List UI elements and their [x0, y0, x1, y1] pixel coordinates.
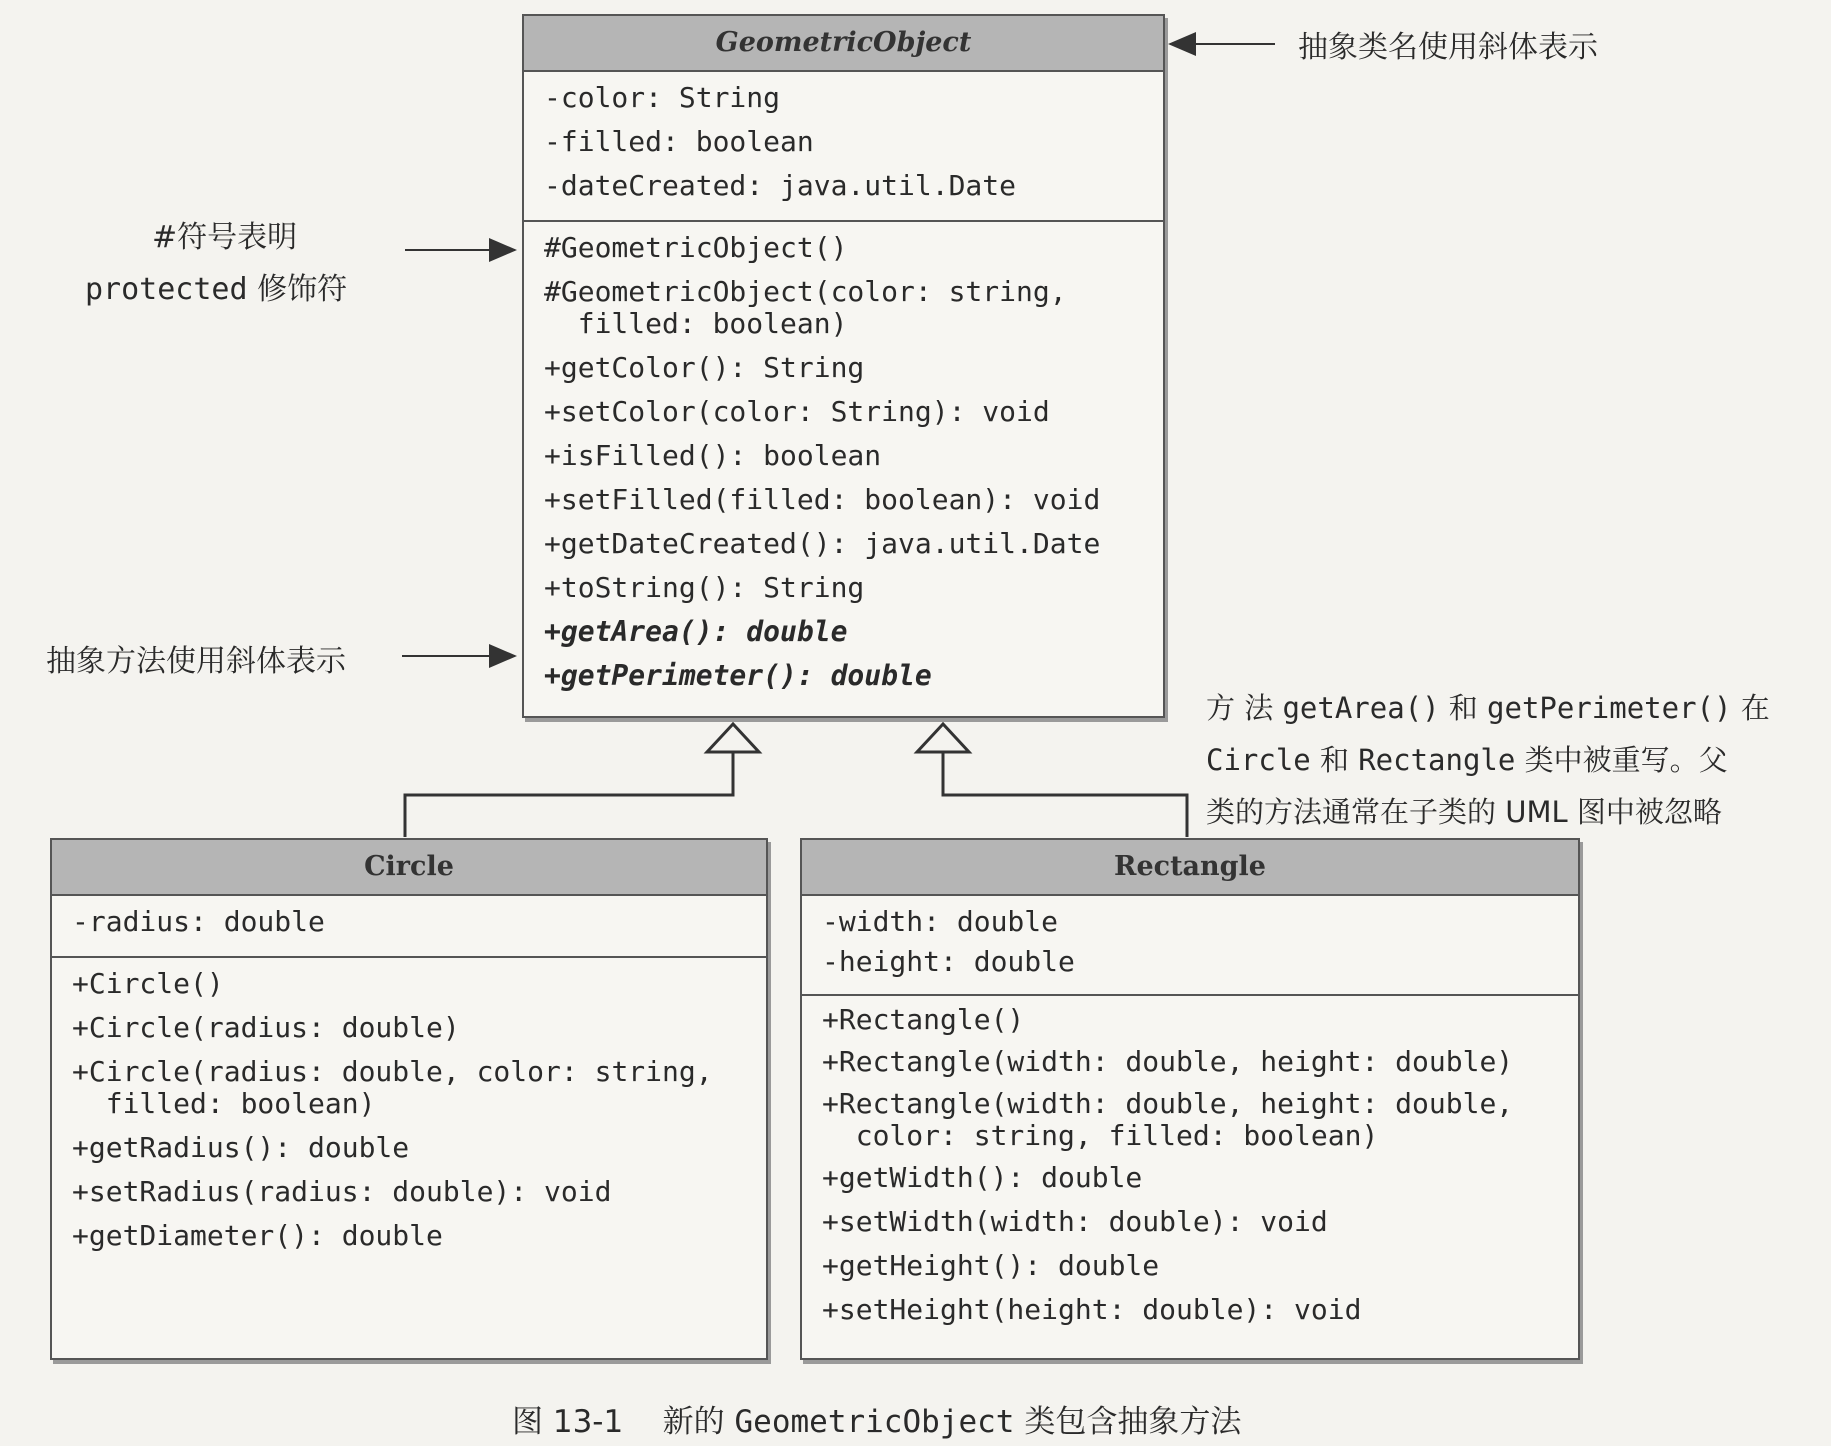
- field-width: -width: double: [822, 905, 1059, 938]
- field-color: -color: String: [544, 81, 781, 114]
- geometric-object-name: GeometricObject: [715, 27, 972, 58]
- method-circle-full-cont: filled: boolean): [72, 1087, 376, 1120]
- method-get-color: +getColor(): String: [544, 351, 865, 384]
- method-rectangle-default: +Rectangle(): [822, 1003, 1025, 1036]
- circle-header: [52, 840, 766, 896]
- method-is-filled: +isFilled(): boolean: [544, 439, 882, 472]
- circle-class: [50, 838, 768, 1360]
- annotation-hash-line1: #符号表明: [152, 220, 298, 255]
- circle-name: Circle: [364, 851, 454, 882]
- method-set-filled: +setFilled(filled: boolean): void: [544, 483, 1101, 516]
- method-circle-default: +Circle(): [72, 967, 224, 1000]
- method-constructor-args: #GeometricObject(color: string,: [544, 275, 1067, 308]
- circle-inheritance-line: [405, 752, 733, 837]
- method-set-color: +setColor(color: String): void: [544, 395, 1050, 428]
- caption-label: 图 13-1: [512, 1404, 624, 1440]
- rectangle-inheritance-line: [943, 752, 1187, 837]
- method-get-diameter: +getDiameter(): double: [72, 1219, 443, 1252]
- annotation-modifier-text: 修饰符: [257, 272, 348, 307]
- method-set-width: +setWidth(width: double): void: [822, 1205, 1328, 1238]
- annotation-hash-line2: [85, 264, 347, 308]
- method-get-perimeter-abstract: +getPerimeter(): double: [544, 659, 932, 692]
- geometric-object-methods: [524, 222, 1163, 706]
- method-to-string: +toString(): String: [544, 571, 865, 604]
- annotation-abstract-class: 抽象类名使用斜体表示: [1298, 30, 1598, 65]
- method-set-radius: +setRadius(radius: double): void: [72, 1175, 612, 1208]
- circle-fields: [52, 896, 766, 958]
- annotation-override-line1: 方 法 getArea() 和 getPerimeter() 在: [1206, 691, 1770, 725]
- method-constructor-default: #GeometricObject(): [544, 231, 848, 264]
- figure-caption: 图 13-1 新的 GeometricObject 类包含抽象方法: [512, 1404, 1242, 1440]
- method-circle-radius: +Circle(radius: double): [72, 1011, 460, 1044]
- method-set-height: +setHeight(height: double): void: [822, 1293, 1362, 1326]
- method-rectangle-full-cont: color: string, filled: boolean): [822, 1119, 1379, 1152]
- rectangle-header: [802, 840, 1578, 896]
- annotation-override-line3: 类的方法通常在子类的 UML 图中被忽略: [1206, 795, 1722, 829]
- rectangle-fields: [802, 896, 1578, 996]
- method-rectangle-wh: +Rectangle(width: double, height: double): [822, 1045, 1514, 1078]
- geometric-object-class: [522, 14, 1165, 718]
- method-get-height: +getHeight(): double: [822, 1249, 1160, 1282]
- rectangle-methods: [802, 996, 1578, 1340]
- geometric-object-header: [524, 16, 1163, 72]
- method-get-date-created: +getDateCreated(): java.util.Date: [544, 527, 1101, 560]
- annotation-protected-keyword: protected: [85, 272, 248, 307]
- rectangle-name: Rectangle: [1114, 851, 1266, 882]
- rectangle-inheritance-arrowhead: [917, 724, 969, 752]
- method-rectangle-full: +Rectangle(width: double, height: double,: [822, 1087, 1514, 1120]
- circle-methods: [52, 958, 766, 1266]
- field-date-created: -dateCreated: java.util.Date: [544, 169, 1017, 202]
- field-radius: -radius: double: [72, 905, 325, 938]
- rectangle-class: [800, 838, 1580, 1360]
- method-get-area-abstract: +getArea(): double: [544, 615, 848, 648]
- annotation-override-line2: Circle 和 Rectangle 类中被重写。父: [1206, 743, 1728, 777]
- field-height: -height: double: [822, 945, 1075, 978]
- method-get-radius: +getRadius(): double: [72, 1131, 410, 1164]
- method-constructor-args-cont: filled: boolean): [544, 307, 848, 340]
- method-circle-full: +Circle(radius: double, color: string,: [72, 1055, 713, 1088]
- geometric-object-fields: [524, 72, 1163, 222]
- field-filled: -filled: boolean: [544, 125, 814, 158]
- circle-inheritance-arrowhead: [707, 724, 759, 752]
- annotation-abstract-method: 抽象方法使用斜体表示: [46, 644, 346, 679]
- method-get-width: +getWidth(): double: [822, 1161, 1143, 1194]
